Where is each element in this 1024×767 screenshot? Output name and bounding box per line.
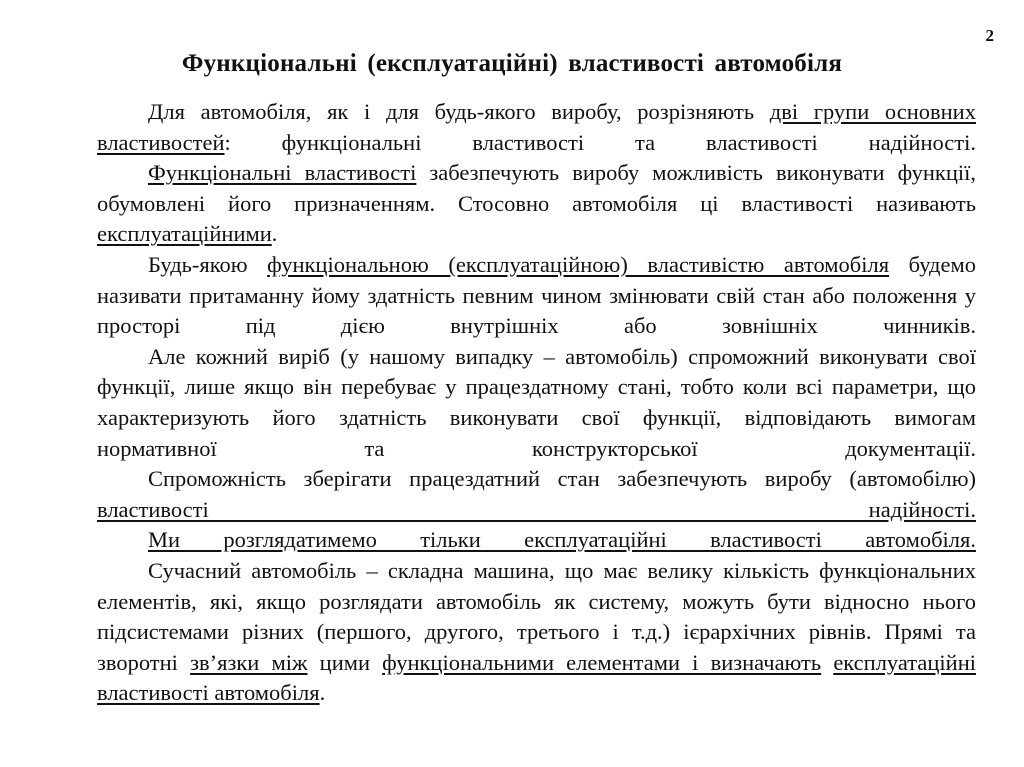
paragraph — [97, 250, 976, 342]
paragraph — [97, 525, 976, 556]
paragraph — [97, 464, 976, 525]
paragraph — [97, 158, 976, 250]
underlined-text: зв’язки між — [190, 649, 308, 675]
underlined-text: функціональними елементами і визначають — [382, 649, 822, 675]
text-segment: . — [271, 221, 278, 247]
paragraph — [97, 97, 976, 158]
underlined-text: дві групи основних властивостей — [97, 99, 976, 155]
body-text — [97, 97, 976, 709]
underlined-text: експлуатаційними — [97, 221, 272, 247]
underlined-text: Ми розглядатимемо тільки експлуатаційні властивості автомобіля. — [148, 527, 976, 553]
text-segment: : функціональні властивості та властивості надійності. — [224, 129, 976, 155]
text-segment: Але кожний виріб (у нашому випадку – автомобіль) спроможний виконувати свої функції, лише якщо він перебуває у працездатному стані, тобто коли всі параметри, що характеризують його здатність виконувати свої функції, відповідають вимогам нормативної та конструкторської документації. — [97, 343, 976, 461]
underlined-text: властивості надійності. — [97, 496, 976, 522]
text-segment: Будь-якою — [148, 251, 268, 277]
text-segment: Для автомобіля, як і для будь-якого виробу, розрізняють — [148, 99, 770, 124]
text-segment: цими — [307, 649, 383, 675]
page-title: Функціональні (експлуатаційні) властивості автомобіля — [181, 50, 843, 77]
underlined-text: функціональною (експлуатаційною) властивістю автомобіля — [267, 251, 890, 277]
page-number: 2 — [985, 26, 994, 45]
underlined-text: Функціональні властивості — [148, 160, 417, 186]
paragraph — [97, 556, 976, 709]
text-segment: . — [319, 680, 326, 706]
paragraph — [97, 342, 976, 464]
text-segment: забезпечують виробу можливість виконувати функції, обумовлені його призначенням. Стосовно автомобіля ці властивості називають — [97, 160, 976, 216]
text-segment: Сучасний автомобіль – складна машина, що має велику кількість функціональних елементів, які, якщо розглядати автомобіль як систему, можуть бути відносно нього підсистемами різних (першого, другого, третього і т.д.) ієрархічних рівнів. Прямі та зворотні — [97, 557, 976, 675]
underlined-text: експлуатаційні властивості автомобіля — [97, 649, 977, 706]
text-segment: Спроможність зберігати працездатний стан забезпечують виробу (автомобілю) — [148, 466, 976, 492]
text-segment — [821, 650, 833, 675]
text-segment: будемо називати притаманну йому здатність певним чином змінювати свій стан або положення у просторі під дією внутрішніх або зовнішніх чинників. — [97, 251, 976, 339]
